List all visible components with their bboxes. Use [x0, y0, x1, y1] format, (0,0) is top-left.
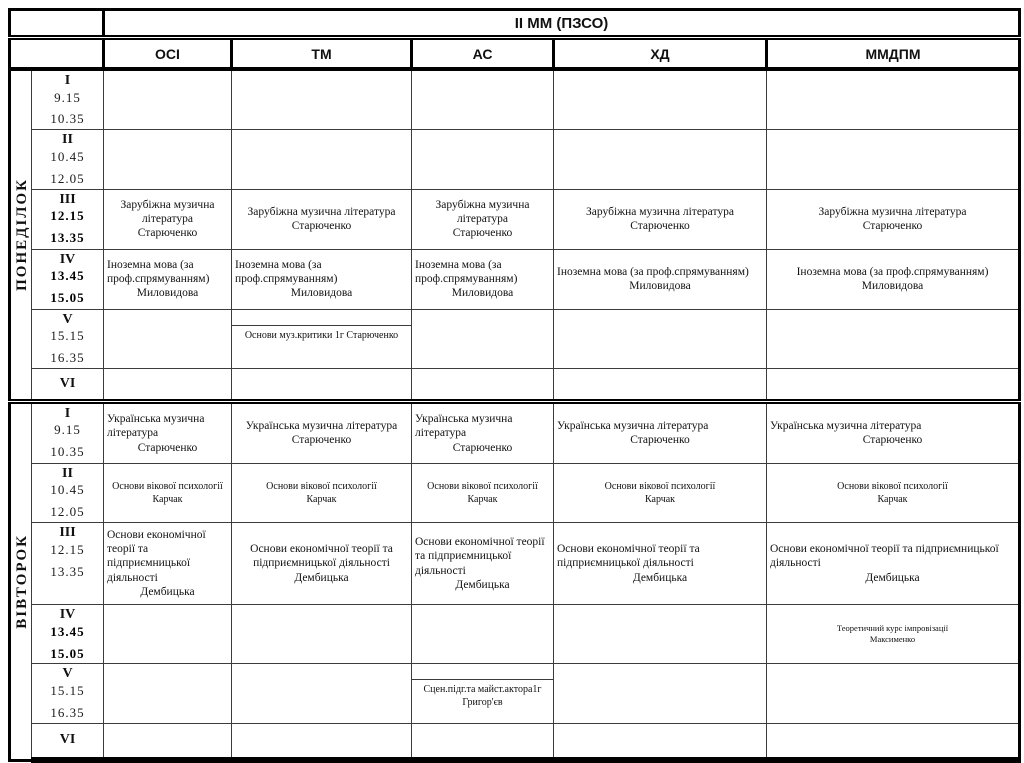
empty-cell — [554, 309, 767, 368]
empty-cell — [104, 69, 232, 130]
teacher-name: Старюченко — [291, 434, 352, 447]
end-time: 16.35 — [50, 704, 85, 720]
subject-name: Українська музична література — [107, 412, 205, 440]
empty-cell — [232, 723, 412, 760]
lesson-cell — [104, 401, 232, 463]
teacher-name: Григор'єв — [462, 697, 503, 709]
subject-name: Зарубіжна музична література — [435, 198, 530, 225]
schedule-row — [10, 368, 1020, 401]
schedule-body — [10, 69, 1020, 760]
subject-name: Українська музична література — [415, 412, 513, 440]
teacher-name: Миловидова — [451, 287, 514, 300]
teacher-name: Максименко — [869, 634, 916, 645]
lesson-cell — [767, 463, 1020, 522]
subject-name: Основи вікової психології — [112, 480, 223, 492]
lesson-cell — [412, 249, 554, 309]
subject-name: Українська музична література — [557, 419, 709, 432]
teacher-name: Миловидова — [861, 280, 924, 293]
teacher-name: Миловидова — [136, 287, 199, 300]
corner-cell — [10, 10, 104, 38]
subject-name: Основи економічної теорії та підприємницької діяльності — [107, 528, 206, 584]
time-slot-cell — [32, 69, 104, 130]
empty-cell — [767, 664, 1020, 723]
day-name: ВІВТОРОК — [14, 533, 30, 629]
teacher-name: Карчак — [306, 493, 337, 505]
empty-cell — [104, 664, 232, 723]
end-time: 10.35 — [50, 111, 85, 127]
time-slot-cell — [32, 368, 104, 401]
schedule-row — [10, 523, 1020, 605]
lesson-cell — [232, 309, 412, 368]
lesson-cell — [767, 523, 1020, 605]
lesson-cell — [412, 189, 554, 249]
teacher-name: Старюченко — [452, 227, 513, 240]
time-slot-cell — [32, 664, 104, 723]
start-time: 10.45 — [50, 148, 85, 164]
schedule-row — [10, 249, 1020, 309]
lesson-cell — [767, 401, 1020, 463]
empty-cell — [232, 664, 412, 723]
lesson-number: I — [64, 73, 71, 88]
subject-name: Основи економічної теорії та підприємницької діяльності — [250, 543, 393, 570]
end-time: 12.05 — [50, 170, 85, 186]
schedule-table — [8, 8, 1021, 763]
start-time: 12.15 — [50, 541, 85, 557]
schedule-row — [10, 69, 1020, 130]
start-time: 13.45 — [50, 268, 85, 284]
teacher-name: Карчак — [152, 493, 183, 505]
empty-cell — [554, 130, 767, 189]
empty-cell — [412, 130, 554, 189]
subject-name: Сцен.підг.та майст.актора1г — [423, 684, 542, 696]
time-slot-cell — [32, 463, 104, 522]
empty-cell — [767, 309, 1020, 368]
lesson-cell — [232, 249, 412, 309]
subject-name: Зарубіжна музична література — [120, 198, 215, 225]
empty-cell — [412, 605, 554, 664]
subject-name: Основи вікової психології — [837, 480, 948, 492]
time-slot-cell — [32, 523, 104, 605]
start-time: 15.15 — [50, 328, 85, 344]
subject-name: Основи економічної теорії та підприємницької діяльності — [557, 543, 700, 570]
empty-cell — [104, 368, 232, 401]
subject-name: Основи муз.критики 1г Старюченко — [244, 329, 399, 341]
subject-name: Українська музична література — [770, 419, 922, 432]
teacher-name: Миловидова — [629, 280, 691, 293]
end-time: 16.35 — [50, 349, 85, 365]
teacher-name: Старюченко — [137, 227, 198, 240]
subject-name: Іноземна мова (за проф.спрямуванням) — [415, 258, 518, 285]
empty-cell — [412, 309, 554, 368]
subject-name: Зарубіжна музична література — [586, 205, 734, 218]
subject-name: Українська музична література — [245, 419, 398, 432]
lesson-number: I — [64, 405, 71, 421]
empty-cell — [104, 309, 232, 368]
lesson-cell — [104, 189, 232, 249]
end-time: 15.05 — [50, 645, 85, 661]
lesson-subcell — [412, 680, 553, 712]
corner-cell-2 — [10, 38, 104, 70]
column-header-mmdpm: ММДПМ — [767, 38, 1020, 70]
schedule-row — [10, 309, 1020, 368]
lesson-cell — [104, 463, 232, 522]
subject-name: Зарубіжна музична література — [247, 205, 396, 218]
subject-name: Іноземна мова (за проф.спрямуванням) — [796, 265, 989, 278]
lesson-number: IV — [59, 607, 76, 623]
lesson-cell — [554, 463, 767, 522]
time-slot-cell — [32, 309, 104, 368]
lesson-cell — [232, 463, 412, 522]
teacher-name: Старюченко — [291, 220, 352, 233]
lesson-number: IV — [59, 251, 76, 267]
end-time: 13.35 — [50, 229, 85, 245]
end-time: 13.35 — [50, 563, 85, 579]
column-header-as: АС — [412, 38, 554, 70]
empty-subcell — [412, 664, 553, 680]
empty-cell — [554, 723, 767, 760]
empty-cell — [104, 605, 232, 664]
schedule-row — [10, 605, 1020, 664]
teacher-name: Дембицька — [140, 586, 195, 599]
empty-cell — [104, 723, 232, 760]
empty-cell — [767, 130, 1020, 189]
group-header-row — [10, 10, 1020, 38]
end-time: 15.05 — [50, 289, 85, 305]
start-time: 9.15 — [54, 422, 81, 438]
lesson-number: V — [62, 666, 73, 682]
empty-cell — [232, 130, 412, 189]
column-header-hd: ХД — [554, 38, 767, 70]
column-header-tm: ТМ — [232, 38, 412, 70]
empty-cell — [767, 69, 1020, 130]
teacher-name: Дембицька — [455, 579, 510, 591]
subject-name: Теоретичний курс імпровізації — [836, 622, 949, 633]
empty-cell — [232, 605, 412, 664]
lesson-cell — [104, 249, 232, 309]
subject-name: Основи вікової психології — [427, 480, 538, 492]
start-time: 9.15 — [54, 89, 81, 105]
schedule-row — [10, 401, 1020, 463]
empty-cell — [767, 368, 1020, 401]
schedule-row — [10, 130, 1020, 189]
lesson-cell — [412, 523, 554, 605]
empty-cell — [554, 664, 767, 723]
group-title: ІІ ММ (ПЗСО) — [104, 10, 1020, 38]
teacher-name: Старюченко — [137, 441, 198, 454]
lesson-cell — [412, 664, 554, 723]
start-time: 12.15 — [50, 208, 85, 224]
teacher-name: Карчак — [644, 493, 676, 505]
day-name: ПОНЕДІЛОК — [14, 178, 30, 292]
subject-name: Основи економічної теорії та підприємницької діяльності — [415, 535, 545, 577]
lesson-cell — [554, 249, 767, 309]
lesson-cell — [232, 523, 412, 605]
start-time: 13.45 — [50, 623, 85, 639]
lesson-subcell — [232, 326, 411, 345]
teacher-name: Старюченко — [862, 220, 923, 233]
subject-name: Основи вікової психології — [604, 480, 716, 492]
day-cell — [10, 69, 32, 401]
time-slot-cell — [32, 605, 104, 664]
lesson-cell — [767, 249, 1020, 309]
lesson-cell — [232, 401, 412, 463]
lesson-number: V — [62, 311, 73, 327]
empty-cell — [104, 130, 232, 189]
teacher-name: Дембицька — [632, 571, 688, 584]
lesson-number: VI — [59, 732, 76, 748]
subject-name: Зарубіжна музична література — [818, 205, 967, 218]
lesson-cell — [767, 605, 1020, 664]
teacher-name: Карчак — [467, 493, 498, 505]
time-slot-cell — [32, 130, 104, 189]
subject-name: Іноземна мова (за проф.спрямуванням) — [235, 258, 338, 285]
teacher-name: Старюченко — [862, 434, 923, 447]
schedule-row — [10, 664, 1020, 723]
lesson-cell — [554, 401, 767, 463]
lesson-number: II — [62, 132, 73, 148]
empty-cell — [412, 368, 554, 401]
lesson-cell — [554, 189, 767, 249]
lesson-number: III — [59, 525, 76, 541]
empty-cell — [412, 723, 554, 760]
empty-cell — [767, 723, 1020, 760]
time-slot-cell — [32, 189, 104, 249]
lesson-cell — [554, 523, 767, 605]
subject-name: Основи економічної теорії та підприємницької діяльності — [770, 543, 999, 570]
end-time: 10.35 — [50, 444, 85, 460]
time-slot-cell — [32, 723, 104, 760]
teacher-name: Дембицька — [865, 571, 920, 584]
lesson-cell — [232, 189, 412, 249]
subject-name: Іноземна мова (за проф.спрямуванням) — [107, 258, 210, 285]
time-slot-cell — [32, 401, 104, 463]
subject-name: Іноземна мова (за проф.спрямуванням) — [557, 265, 749, 278]
lesson-number: II — [62, 465, 73, 481]
empty-cell — [232, 69, 412, 130]
column-header-osi: ОСІ — [104, 38, 232, 70]
lesson-cell — [104, 523, 232, 605]
subject-name: Основи вікової психології — [266, 480, 377, 492]
teacher-name: Старюченко — [452, 441, 513, 454]
start-time: 15.15 — [50, 682, 85, 698]
empty-cell — [554, 69, 767, 130]
column-header-row — [10, 38, 1020, 70]
time-slot-cell — [32, 249, 104, 309]
teacher-name: Миловидова — [290, 287, 353, 300]
day-cell — [10, 401, 32, 760]
lesson-cell — [412, 463, 554, 522]
end-time: 12.05 — [50, 504, 85, 520]
empty-cell — [232, 368, 412, 401]
teacher-name: Старюченко — [630, 220, 690, 233]
teacher-name: Старюченко — [630, 434, 690, 447]
teacher-name: Дембицька — [294, 571, 349, 584]
start-time: 10.45 — [50, 482, 85, 498]
teacher-name: Карчак — [877, 493, 908, 505]
lesson-number: III — [59, 191, 76, 207]
lesson-number: VI — [59, 375, 76, 391]
lesson-cell — [767, 189, 1020, 249]
schedule-row — [10, 189, 1020, 249]
lesson-cell — [412, 401, 554, 463]
empty-cell — [554, 605, 767, 664]
schedule-row — [10, 463, 1020, 522]
schedule-row — [10, 723, 1020, 760]
empty-cell — [412, 69, 554, 130]
empty-subcell — [232, 310, 411, 326]
empty-cell — [554, 368, 767, 401]
